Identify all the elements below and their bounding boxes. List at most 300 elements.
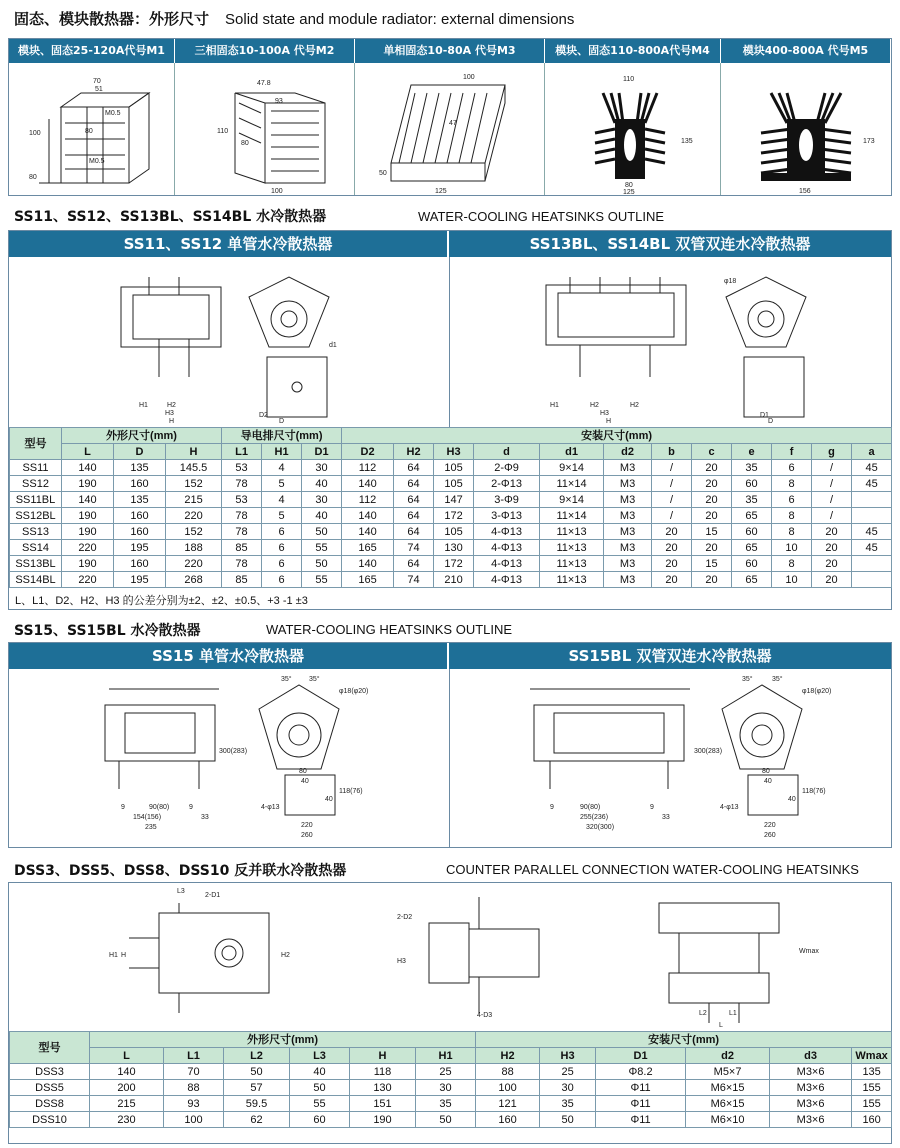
ss15bl-dim-80: 80	[762, 768, 770, 775]
table-cell: 53	[222, 460, 262, 476]
table-cell: M3×6	[770, 1096, 852, 1112]
table-cell: 11×13	[540, 572, 604, 588]
svg-text:D1: D1	[760, 412, 769, 419]
table-cell: 105	[434, 524, 474, 540]
dss-spec-table	[9, 1031, 892, 1128]
section4-title-cn: DSS3、DSS5、DSS8、DSS10 反并联水冷散热器	[14, 863, 347, 879]
ss-col-header: d	[474, 444, 540, 460]
m2-dim-80: 80	[241, 140, 249, 147]
ss15bl-dim-33: 33	[662, 814, 670, 821]
table-cell: 121	[476, 1096, 540, 1112]
dss-lbl-4d3: 4-D3	[477, 1012, 493, 1019]
table-cell	[852, 572, 892, 588]
table-cell: 160	[114, 524, 166, 540]
table-cell: 15	[692, 556, 732, 572]
svg-text:H2: H2	[167, 402, 176, 409]
ss-col-header: D1	[302, 444, 342, 460]
ss15-panel	[8, 642, 892, 848]
table-cell: 20	[692, 460, 732, 476]
dss-lbl-h: H	[121, 952, 127, 959]
table-cell: 6	[772, 492, 812, 508]
table-row	[10, 556, 892, 572]
section1-title-cn: 固态、模块散热器：外形尺寸	[14, 10, 210, 28]
ss13bl-drawing	[450, 257, 890, 427]
table-cell: 220	[62, 540, 114, 556]
table-cell: 50	[540, 1112, 596, 1128]
table-cell: DSS5	[10, 1080, 90, 1096]
table-cell: 190	[62, 524, 114, 540]
ss15bl-dim-118: 118(76)	[802, 788, 826, 795]
table-cell: 50	[416, 1112, 476, 1128]
table-cell: 190	[62, 476, 114, 492]
table-cell: 112	[342, 492, 394, 508]
table-cell: 45	[852, 476, 892, 492]
table-cell: M3	[604, 508, 652, 524]
m3-dim-50: 50	[379, 170, 387, 177]
svg-text:φ18: φ18	[724, 278, 737, 285]
table-cell: 135	[852, 1064, 892, 1080]
dss-panel	[8, 882, 892, 1144]
ss-col-header: c	[692, 444, 732, 460]
table-cell: 100	[164, 1112, 224, 1128]
table-cell: 50	[302, 556, 342, 572]
table-cell: 165	[342, 540, 394, 556]
table-cell: 190	[350, 1112, 416, 1128]
dss-col-header: D1	[596, 1048, 686, 1064]
ss15bl-drawing	[450, 669, 890, 847]
module-m5-label: 模块400-800A 代号M5	[721, 39, 891, 63]
m5-dim-173: 173	[863, 138, 875, 145]
table-row	[10, 476, 892, 492]
table-cell: 20	[692, 476, 732, 492]
m2-dim-478: 47.8	[257, 80, 271, 87]
ss-col-header: d2	[604, 444, 652, 460]
table-cell: Φ11	[596, 1096, 686, 1112]
table-cell: /	[652, 508, 692, 524]
module-radiator-panel	[8, 38, 892, 196]
dss-lbl-h2: H2	[281, 952, 290, 959]
table-cell: 20	[692, 540, 732, 556]
ss15bl-dim-255: 255(236)	[580, 814, 609, 821]
table-cell: 25	[416, 1064, 476, 1080]
dss-outline-header: 外形尺寸(mm)	[90, 1032, 476, 1048]
table-cell: 140	[62, 492, 114, 508]
table-cell: 6	[772, 460, 812, 476]
ss15-dim-80: 80	[299, 768, 307, 775]
dss-lbl-l3: L3	[177, 888, 185, 895]
table-cell: 11×13	[540, 524, 604, 540]
table-cell: 65	[732, 572, 772, 588]
table-cell: 9×14	[540, 492, 604, 508]
ss15bl-dim-300: 300(283)	[694, 748, 723, 755]
table-cell: 20	[652, 524, 692, 540]
table-cell: 35	[416, 1096, 476, 1112]
ss-col-header: a	[852, 444, 892, 460]
ss-col-header: L1	[222, 444, 262, 460]
table-cell: 160	[852, 1112, 892, 1128]
ss-install-header: 安装尺寸(mm)	[342, 428, 892, 444]
table-cell: 2-Φ13	[474, 476, 540, 492]
ss15bl-dim-9b: 9	[650, 804, 654, 811]
table-cell: 30	[416, 1080, 476, 1096]
table-cell: 60	[732, 556, 772, 572]
ss15bl-dim-260: 260	[764, 832, 776, 839]
table-cell: SS14BL	[10, 572, 62, 588]
table-cell: 112	[342, 460, 394, 476]
ss-outline-header: 外形尺寸(mm)	[62, 428, 222, 444]
section2-title-en: WATER-COOLING HEATSINKS OUTLINE	[418, 209, 665, 224]
table-cell: Φ11	[596, 1080, 686, 1096]
table-cell: 40	[290, 1064, 350, 1080]
module-m3-drawing	[355, 63, 545, 195]
section3-title-en: WATER-COOLING HEATSINKS OUTLINE	[266, 622, 513, 637]
table-cell: 188	[166, 540, 222, 556]
table-cell: 11×14	[540, 508, 604, 524]
table-cell: M3	[604, 540, 652, 556]
table-cell: 172	[434, 508, 474, 524]
ss15-drawing	[9, 669, 449, 847]
table-cell: M3	[604, 572, 652, 588]
table-cell: /	[812, 492, 852, 508]
table-cell: 220	[166, 556, 222, 572]
table-cell: 70	[164, 1064, 224, 1080]
ss15-dim-33: 33	[201, 814, 209, 821]
dss-col-header: L	[90, 1048, 164, 1064]
ss11-drawing	[9, 257, 449, 427]
table-cell: 118	[350, 1064, 416, 1080]
table-cell: 130	[434, 540, 474, 556]
table-cell: 40	[302, 476, 342, 492]
table-cell: 4-Φ13	[474, 556, 540, 572]
ss15-dim-4phi13: 4-φ13	[261, 804, 280, 811]
table-cell: 160	[114, 556, 166, 572]
svg-text:H2: H2	[630, 402, 639, 409]
table-cell: M3	[604, 524, 652, 540]
table-cell: 20	[692, 572, 732, 588]
ss-col-header: H1	[262, 444, 302, 460]
m2-dim-100: 100	[271, 188, 283, 195]
table-cell: 160	[476, 1112, 540, 1128]
table-cell: 140	[342, 476, 394, 492]
m1-dim-51: 51	[95, 86, 103, 93]
table-cell: 268	[166, 572, 222, 588]
table-cell: 140	[342, 508, 394, 524]
table-cell: 78	[222, 524, 262, 540]
table-cell: 55	[302, 540, 342, 556]
table-cell: 35	[540, 1096, 596, 1112]
svg-text:H3: H3	[165, 410, 174, 417]
module-m5-drawing	[721, 63, 891, 195]
table-cell: SS11	[10, 460, 62, 476]
ss11-ss12-bar: SS11、SS12 单管水冷散热器	[9, 231, 449, 257]
ss15-dim-235: 235	[145, 824, 157, 831]
table-cell: 8	[772, 556, 812, 572]
module-m1-label: 模块、固态25-120A代号M1	[9, 39, 175, 63]
ss15-dim-220: 220	[301, 822, 313, 829]
module-m4-drawing	[545, 63, 721, 195]
section1-title	[14, 8, 574, 29]
table-cell: 11×13	[540, 556, 604, 572]
table-cell: 3-Φ9	[474, 492, 540, 508]
table-cell: 105	[434, 460, 474, 476]
section4-title-en: COUNTER PARALLEL CONNECTION WATER-COOLING HEATSINKS	[446, 862, 859, 877]
table-cell: SS12BL	[10, 508, 62, 524]
ss15-dim-40a: 40	[301, 778, 309, 785]
ss-col-header: H2	[394, 444, 434, 460]
dss-lbl-h3: H3	[397, 958, 406, 965]
table-cell	[852, 508, 892, 524]
m4-dim-110: 110	[623, 76, 635, 83]
table-cell: 9×14	[540, 460, 604, 476]
svg-text:D: D	[768, 418, 774, 425]
dss-col-header: L2	[224, 1048, 290, 1064]
table-cell: M6×10	[686, 1112, 770, 1128]
table-cell: 57	[224, 1080, 290, 1096]
ss11-panel	[8, 230, 892, 610]
svg-text:H3: H3	[600, 410, 609, 417]
table-cell: 64	[394, 556, 434, 572]
table-cell: 85	[222, 572, 262, 588]
table-row	[10, 1080, 892, 1096]
table-cell: M3×6	[770, 1112, 852, 1128]
table-cell: 62	[224, 1112, 290, 1128]
table-cell: 50	[224, 1064, 290, 1080]
table-cell: 20	[812, 524, 852, 540]
table-cell: 55	[302, 572, 342, 588]
table-cell: 160	[114, 476, 166, 492]
dss-lbl-l2: L2	[699, 1010, 707, 1017]
table-cell: 4-Φ13	[474, 540, 540, 556]
ss15-bar: SS15 单管水冷散热器	[9, 643, 449, 669]
m1-dim-m05a: M0.5	[105, 110, 121, 117]
table-cell: 60	[732, 476, 772, 492]
ss15-dim-300: 300(283)	[219, 748, 248, 755]
table-cell: /	[812, 460, 852, 476]
table-cell: 2-Φ9	[474, 460, 540, 476]
ss-col-header: b	[652, 444, 692, 460]
ss-col-header: H	[166, 444, 222, 460]
table-cell: 140	[342, 524, 394, 540]
section1-title-en: Solid state and module radiator: external dimensions	[225, 11, 575, 28]
table-cell: 4-Φ13	[474, 572, 540, 588]
module-m2-label: 三相固态10-100A 代号M2	[175, 39, 355, 63]
m3-dim-125: 125	[435, 188, 447, 195]
table-cell: /	[812, 476, 852, 492]
dss-drawing	[9, 883, 891, 1031]
table-cell: 20	[692, 508, 732, 524]
svg-text:H1: H1	[550, 402, 559, 409]
m1-dim-70: 70	[93, 78, 101, 85]
table-cell: M3	[604, 460, 652, 476]
table-cell: 78	[222, 556, 262, 572]
table-cell: 215	[166, 492, 222, 508]
ss13bl-ss14bl-bar: SS13BL、SS14BL 双管双连水冷散热器	[449, 231, 891, 257]
table-cell: 60	[732, 524, 772, 540]
ss15-dim-9a: 9	[121, 804, 125, 811]
svg-text:H: H	[169, 418, 175, 425]
table-cell: SS13BL	[10, 556, 62, 572]
ss15bl-dim-320: 320(300)	[586, 824, 615, 831]
table-cell: 152	[166, 476, 222, 492]
table-cell: 200	[90, 1080, 164, 1096]
dss-col-header: L1	[164, 1048, 224, 1064]
table-cell: SS13	[10, 524, 62, 540]
ss15-dim-35b: 35°	[309, 676, 320, 683]
table-cell: 4	[262, 460, 302, 476]
table-cell: /	[652, 460, 692, 476]
table-cell: 195	[114, 540, 166, 556]
table-cell: 10	[772, 572, 812, 588]
ss15bl-dim-4phi13: 4-φ13	[720, 804, 739, 811]
table-cell: 45	[852, 524, 892, 540]
table-cell: 64	[394, 476, 434, 492]
table-cell: M6×15	[686, 1080, 770, 1096]
table-cell: Φ11	[596, 1112, 686, 1128]
dss-col-header: H3	[540, 1048, 596, 1064]
table-cell: 20	[812, 540, 852, 556]
m4-dim-80: 80	[625, 182, 633, 189]
table-cell: 5	[262, 476, 302, 492]
svg-text:D2: D2	[259, 412, 268, 419]
table-cell: 220	[62, 572, 114, 588]
table-cell: 160	[114, 508, 166, 524]
table-cell: 30	[302, 492, 342, 508]
table-cell: 10	[772, 540, 812, 556]
ss-model-header: 型号	[10, 428, 62, 460]
ss-col-header: L	[62, 444, 114, 460]
table-cell: 155	[852, 1096, 892, 1112]
table-cell: 65	[732, 508, 772, 524]
svg-text:d1: d1	[329, 342, 337, 349]
m1-dim-m05b: M0.5	[89, 158, 105, 165]
table-cell: 190	[62, 556, 114, 572]
table-cell: 155	[852, 1080, 892, 1096]
table-cell: 40	[302, 508, 342, 524]
table-cell: 88	[164, 1080, 224, 1096]
table-cell: 20	[652, 556, 692, 572]
table-cell: DSS3	[10, 1064, 90, 1080]
table-cell: 220	[166, 508, 222, 524]
m1-dim-80a: 80	[85, 128, 93, 135]
dss-col-header: L3	[290, 1048, 350, 1064]
ss15-dim-154: 154(156)	[133, 814, 162, 821]
table-cell: 11×13	[540, 540, 604, 556]
table-row	[10, 1112, 892, 1128]
table-row	[10, 1064, 892, 1080]
ss15bl-dim-40b: 40	[788, 796, 796, 803]
table-cell: 35	[732, 492, 772, 508]
table-row	[10, 572, 892, 588]
table-cell: M5×7	[686, 1064, 770, 1080]
table-cell: 172	[434, 556, 474, 572]
m1-dim-80b: 80	[29, 174, 37, 181]
table-row	[10, 524, 892, 540]
ss-tolerance-note: L、L1、D2、H2、H3 的公差分别为±2、±2、±0.5、+3 -1 ±3	[15, 595, 308, 607]
dss-lbl-l1: L1	[729, 1010, 737, 1017]
table-cell: 45	[852, 540, 892, 556]
table-cell: 11×14	[540, 476, 604, 492]
table-row	[10, 492, 892, 508]
ss15bl-dim-40a: 40	[764, 778, 772, 785]
table-cell: SS14	[10, 540, 62, 556]
table-cell: 15	[692, 524, 732, 540]
table-cell: 35	[732, 460, 772, 476]
ss15-dim-260: 260	[301, 832, 313, 839]
table-row	[10, 1096, 892, 1112]
svg-text:H2: H2	[590, 402, 599, 409]
table-cell: 105	[434, 476, 474, 492]
ss15bl-dim-90: 90(80)	[580, 804, 601, 811]
dss-col-header: H2	[476, 1048, 540, 1064]
ss15bl-dim-phi18: φ18(φ20)	[802, 688, 832, 695]
table-cell: 50	[302, 524, 342, 540]
ss15-dim-9b: 9	[189, 804, 193, 811]
m2-dim-110: 110	[217, 128, 229, 135]
table-cell: 4	[262, 492, 302, 508]
table-cell: 100	[476, 1080, 540, 1096]
table-cell	[852, 556, 892, 572]
dss-install-header: 安装尺寸(mm)	[476, 1032, 892, 1048]
table-cell: 50	[290, 1080, 350, 1096]
table-cell: 6	[262, 540, 302, 556]
table-cell: 210	[434, 572, 474, 588]
table-cell: 64	[394, 524, 434, 540]
table-cell: 140	[342, 556, 394, 572]
table-cell: 20	[692, 492, 732, 508]
table-cell: 8	[772, 476, 812, 492]
table-cell: 55	[290, 1096, 350, 1112]
section2-title-cn: SS11、SS12、SS13BL、SS14BL 水冷散热器	[14, 209, 327, 225]
table-cell	[852, 492, 892, 508]
table-row	[10, 540, 892, 556]
table-cell: 20	[812, 572, 852, 588]
table-cell: 5	[262, 508, 302, 524]
table-row	[10, 460, 892, 476]
table-cell: 25	[540, 1064, 596, 1080]
ss-col-header: f	[772, 444, 812, 460]
ss-col-header: D	[114, 444, 166, 460]
table-cell: 64	[394, 492, 434, 508]
table-cell: 145.5	[166, 460, 222, 476]
ss-col-header: d1	[540, 444, 604, 460]
table-cell: 140	[62, 460, 114, 476]
dss-lbl-2d2: 2-D2	[397, 914, 413, 921]
table-cell: M6×15	[686, 1096, 770, 1112]
table-cell: 88	[476, 1064, 540, 1080]
table-cell: 59.5	[224, 1096, 290, 1112]
table-cell: DSS10	[10, 1112, 90, 1128]
table-cell: 152	[166, 524, 222, 540]
m2-dim-93: 93	[275, 98, 283, 105]
ss11-spec-table	[9, 427, 892, 588]
dss-lbl-h1: H1	[109, 952, 118, 959]
table-cell: 64	[394, 508, 434, 524]
dss-model-header: 型号	[10, 1032, 90, 1064]
table-cell: M3	[604, 476, 652, 492]
table-row	[10, 508, 892, 524]
table-cell: SS11BL	[10, 492, 62, 508]
table-cell: 30	[302, 460, 342, 476]
table-cell: 78	[222, 508, 262, 524]
dss-col-header: d3	[770, 1048, 852, 1064]
table-cell: M3×6	[770, 1064, 852, 1080]
ss-col-header: e	[732, 444, 772, 460]
ss15bl-dim-35a: 35°	[742, 676, 753, 683]
table-cell: 165	[342, 572, 394, 588]
dss-col-header: H1	[416, 1048, 476, 1064]
table-cell: 20	[652, 540, 692, 556]
dss-col-header: Wmax	[852, 1048, 892, 1064]
